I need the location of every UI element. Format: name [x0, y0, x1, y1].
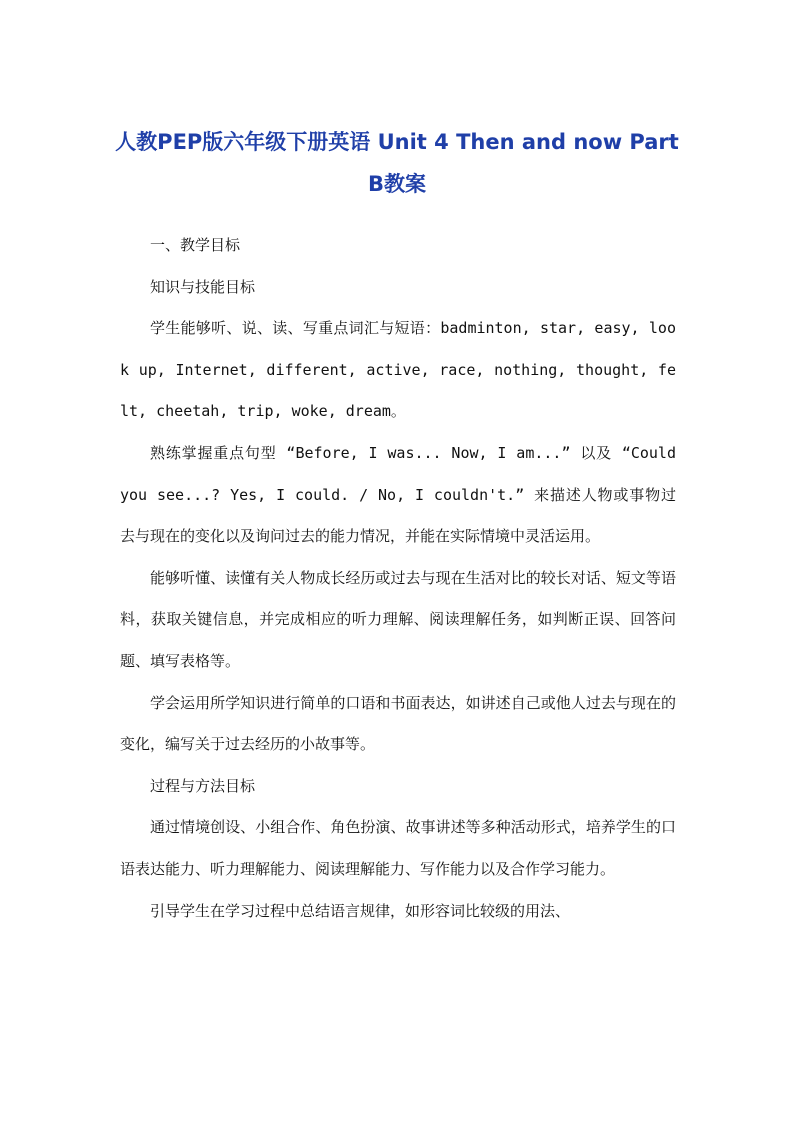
paragraph-vocabulary: 学生能够听、说、读、写重点词汇与短语：badminton, star, easy, look up, Internet, different, active, race, nothing, thought, felt, cheetah, trip, woke, dream。: [120, 319, 676, 421]
subheading-knowledge-skills: 知识与技能目标: [150, 277, 256, 296]
document-title-line-1: 人教PEP版六年级下册英语 Unit 4 Then and now Part: [115, 130, 679, 154]
document-body: [120, 225, 676, 932]
paragraph-expression: 学会运用所学知识进行简单的口语和书面表达，如讲述自己或他人过去与现在的变化，编写关于过去经历的小故事等。: [120, 693, 676, 754]
paragraph-activities: 通过情境创设、小组合作、角色扮演、故事讲述等多种活动形式，培养学生的口语表达能力、听力理解能力、阅读理解能力、写作能力以及合作学习能力。: [120, 818, 676, 878]
document-title-line-2: B教案: [367, 172, 426, 196]
subheading-process-methods: 过程与方法目标: [150, 776, 256, 795]
paragraph-language-rules: 引导学生在学习过程中总结语言规律，如形容词比较级的用法、: [150, 901, 571, 920]
paragraph-sentence-patterns: 熟练掌握重点句型 “Before, I was... Now, I am...” 以及 “Could you see...? Yes, I could. / No, I couldn't.” 来描述人物或事物过去与现在的变化以及询问过去的能力情况，并能在实际情境中灵活运用。: [120, 443, 676, 546]
paragraph-listening-reading: 能够听懂、读懂有关人物成长经历或过去与现在生活对比的较长对话、短文等语料，获取关键信息，并完成相应的听力理解、阅读理解任务，如判断正误、回答问题、填写表格等。: [120, 568, 676, 670]
section-heading-teaching-goals: 一、教学目标: [150, 236, 241, 254]
